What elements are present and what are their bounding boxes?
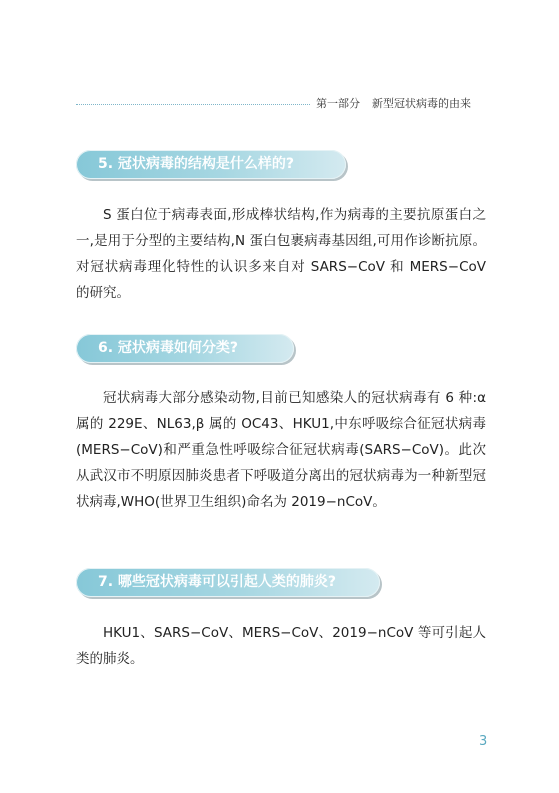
section-title-7: 7. 哪些冠状病毒可以引起人类的肺炎? [76, 568, 380, 597]
header-title: 新型冠状病毒的由来 [372, 97, 471, 110]
header-rule [76, 104, 310, 105]
page-number: 3 [479, 734, 488, 749]
section-body-7: HKU1、SARS−CoV、MERS−CoV、2019−nCoV 等可引起人类的肺炎。 [76, 625, 486, 667]
header-part: 第一部分 [316, 97, 360, 110]
section-body-6: 冠状病毒大部分感染动物,目前已知感染人的冠状病毒有 6 种:α 属的 229E、NL63,β 属的 OC43、HKU1,中东呼吸综合征冠状病毒(MERS−CoV)和严重急性呼吸综合征冠状病毒(SARS−CoV)。此次从武汉市不明原因肺炎患者下呼吸道分离出的冠状病毒为一种新型冠状病毒,WHO(世界卫生组织)命名为 2019−nCoV。 [76, 390, 486, 510]
running-header [316, 95, 471, 111]
section-body-5: S 蛋白位于病毒表面,形成棒状结构,作为病毒的主要抗原蛋白之一,是用于分型的主要结构,N 蛋白包裹病毒基因组,可用作诊断抗原。对冠状病毒理化特性的认识多来自对 SARS−CoV 和 MERS−CoV 的研究。 [76, 207, 486, 301]
section-title-6: 6. 冠状病毒如何分类? [76, 334, 294, 363]
section-title-5: 5. 冠状病毒的结构是什么样的? [76, 150, 346, 179]
